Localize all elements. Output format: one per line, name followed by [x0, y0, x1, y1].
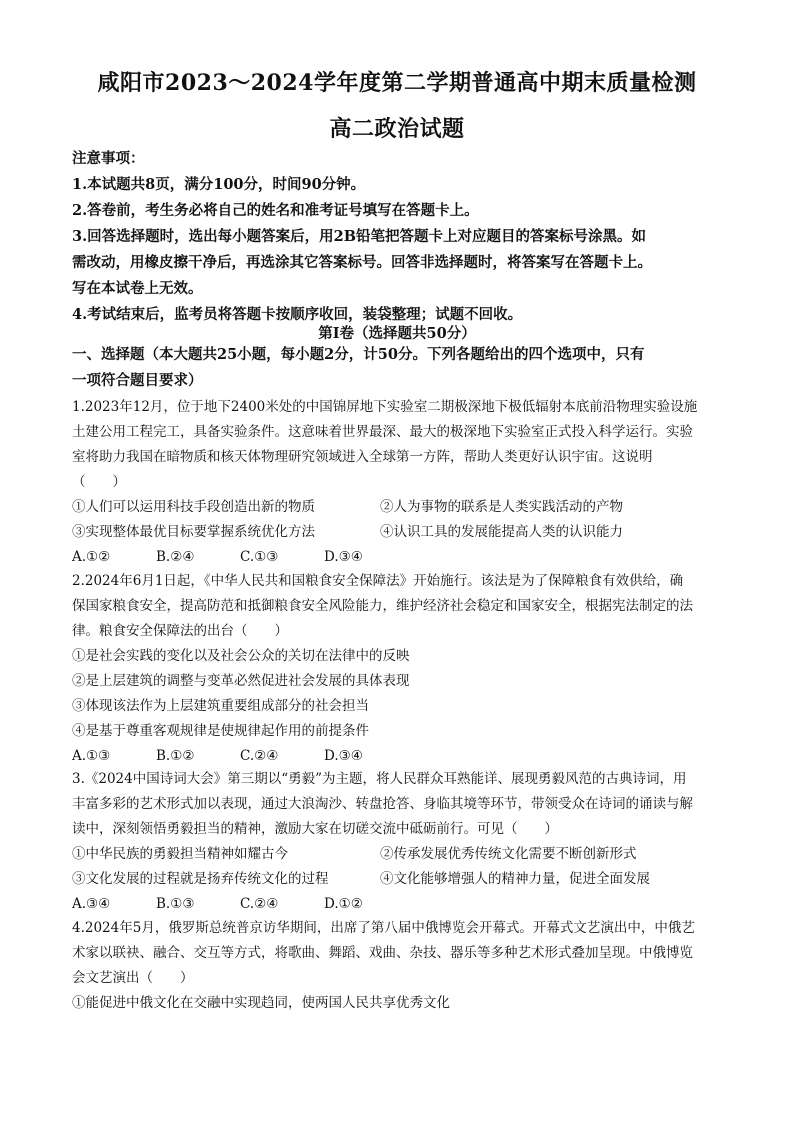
- answer-choice: A.①②: [72, 549, 111, 565]
- answer-choices: [72, 545, 732, 570]
- answer-choice: C.①③: [240, 549, 279, 565]
- option: ②人为事物的联系是人类实践活动的产物: [380, 499, 623, 515]
- answer-choice: B.①②: [156, 748, 195, 764]
- part-instruction-line: 一、选择题（本大题共25小题，每小题2分，计50分。下列各题给出的四个选项中，只有: [72, 346, 645, 363]
- question-stem-line: 土建公用工程完工，具备实验条件。这意味着世界最深、最大的极深地下实验室正式投入科学运行。实验: [72, 424, 693, 440]
- exam-title: 咸阳市2023～2024学年度第二学期普通高中期末质量检测: [97, 70, 697, 96]
- notice-line: 1.本试题共8页，满分100分，时间90分钟。: [72, 176, 366, 193]
- question-stem-line: 4.2024年5月，俄罗斯总统普京访华期间，出席了第八届中俄博览会开幕式。开幕式文艺演出中，中俄艺: [72, 920, 695, 936]
- question-stem-line: 会文艺演出（ ）: [72, 970, 194, 986]
- option: ③文化发展的过程就是扬弃传统文化的过程: [72, 871, 329, 887]
- question-stem-line: 1.2023年12月，位于地下2400米处的中国锦屏地下实验室二期极深地下极低辐射本底前沿物理实验设施: [72, 399, 698, 415]
- option-row: [72, 495, 732, 520]
- option: ①是社会实践的变化以及社会公众的关切在法律中的反映: [72, 648, 410, 664]
- question-stem-line: 丰富多彩的艺术形式加以表现，通过大浪淘沙、转盘抢答、身临其境等环节，带领受众在诗词的诵读与解: [72, 796, 693, 812]
- question-stem-line: 保国家粮食安全，提高防范和抵御粮食安全风险能力，维护经济社会稳定和国家安全，根据宪法制定的法: [72, 598, 693, 614]
- part-instruction-line: 一项符合题目要求）: [72, 372, 203, 389]
- answer-choice: D.③④: [324, 748, 363, 764]
- question-stem-line: 术家以联袂、融合、交互等方式，将歌曲、舞蹈、戏曲、杂技、器乐等多种艺术形式叠加呈现。中俄博览: [72, 945, 693, 961]
- answer-choice: B.①③: [156, 896, 195, 912]
- option: ③体现该法作为上层建筑重要组成部分的社会担当: [72, 698, 369, 714]
- answer-choice: C.②④: [240, 748, 279, 764]
- notice-line: 3.回答选择题时，选出每小题答案后，用2B铅笔把答题卡上对应题目的答案标号涂黑。如: [72, 228, 646, 245]
- notice-line: 需改动，用橡皮擦干净后，再选涂其它答案标号。回答非选择题时，将答案写在答题卡上。: [72, 254, 652, 271]
- question-stem-line: 律。粮食安全保障法的出台（ ）: [72, 623, 288, 639]
- option: ③实现整体最优目标要掌握系统优化方法: [72, 524, 315, 540]
- option: ①中华民族的勇毅担当精神如耀古今: [72, 846, 288, 862]
- notice-line: 写在本试卷上无效。: [72, 280, 203, 297]
- answer-choices: [72, 892, 732, 917]
- section-title: 第Ⅰ卷（选择题共50分）: [318, 325, 476, 342]
- notice-heading: 注意事项：: [72, 150, 145, 167]
- notice-block: [72, 146, 732, 328]
- answer-choice: B.②④: [156, 549, 195, 565]
- answer-choices: [72, 744, 732, 769]
- option-row: [72, 867, 732, 892]
- answer-choice: D.③④: [324, 549, 363, 565]
- part-instructions: [72, 342, 732, 394]
- notice-line: 2.答卷前，考生务必将自己的姓名和准考证号填写在答题卡上。: [72, 202, 479, 219]
- option: ①人们可以运用科技手段创造出新的物质: [72, 499, 315, 515]
- question-stem-line: 3.《2024中国诗词大会》第三期以“勇毅”为主题，将人民群众耳熟能详、展现勇毅风范的古典诗词，用: [72, 771, 687, 787]
- question-3: [72, 767, 732, 917]
- question-1: [72, 395, 732, 570]
- option: ②传承发展优秀传统文化需要不断创新形式: [380, 846, 637, 862]
- notice-line: 4.考试结束后，监考员将答题卡按顺序收回，装袋整理；试题不回收。: [72, 306, 523, 323]
- answer-choice: C.②④: [240, 896, 279, 912]
- option: ①能促进中俄文化在交融中实现趋同，使两国人民共享优秀文化: [72, 995, 450, 1011]
- question-stem-line: 2.2024年6月1日起，《中华人民共和国粮食安全保障法》开始施行。该法是为了保障粮食有效供给，确: [72, 573, 684, 589]
- option-row: [72, 842, 732, 867]
- question-2: [72, 569, 732, 769]
- question-4: [72, 916, 732, 1016]
- answer-choice: A.③④: [72, 896, 111, 912]
- option-row: [72, 520, 732, 545]
- question-stem-line: 读中，深刻领悟勇毅担当的精神，激励大家在切磋交流中砥砺前行。可见（ ）: [72, 821, 558, 837]
- option: ④文化能够增强人的精神力量，促进全面发展: [380, 871, 650, 887]
- option: ②是上层建筑的调整与变革必然促进社会发展的具体表现: [72, 673, 410, 689]
- question-stem-line: 室将助力我国在暗物质和核天体物理研究领域进入全球第一方阵，帮助人类更好认识宇宙。这说明: [72, 449, 653, 465]
- answer-choice: D.①②: [324, 896, 363, 912]
- answer-choice: A.①③: [72, 748, 111, 764]
- question-stem-line: （ ）: [72, 474, 126, 490]
- option: ④认识工具的发展能提高人类的认识能力: [380, 524, 623, 540]
- exam-subtitle: 高二政治试题: [329, 116, 465, 142]
- option: ④是基于尊重客观规律是使规律起作用的前提条件: [72, 723, 369, 739]
